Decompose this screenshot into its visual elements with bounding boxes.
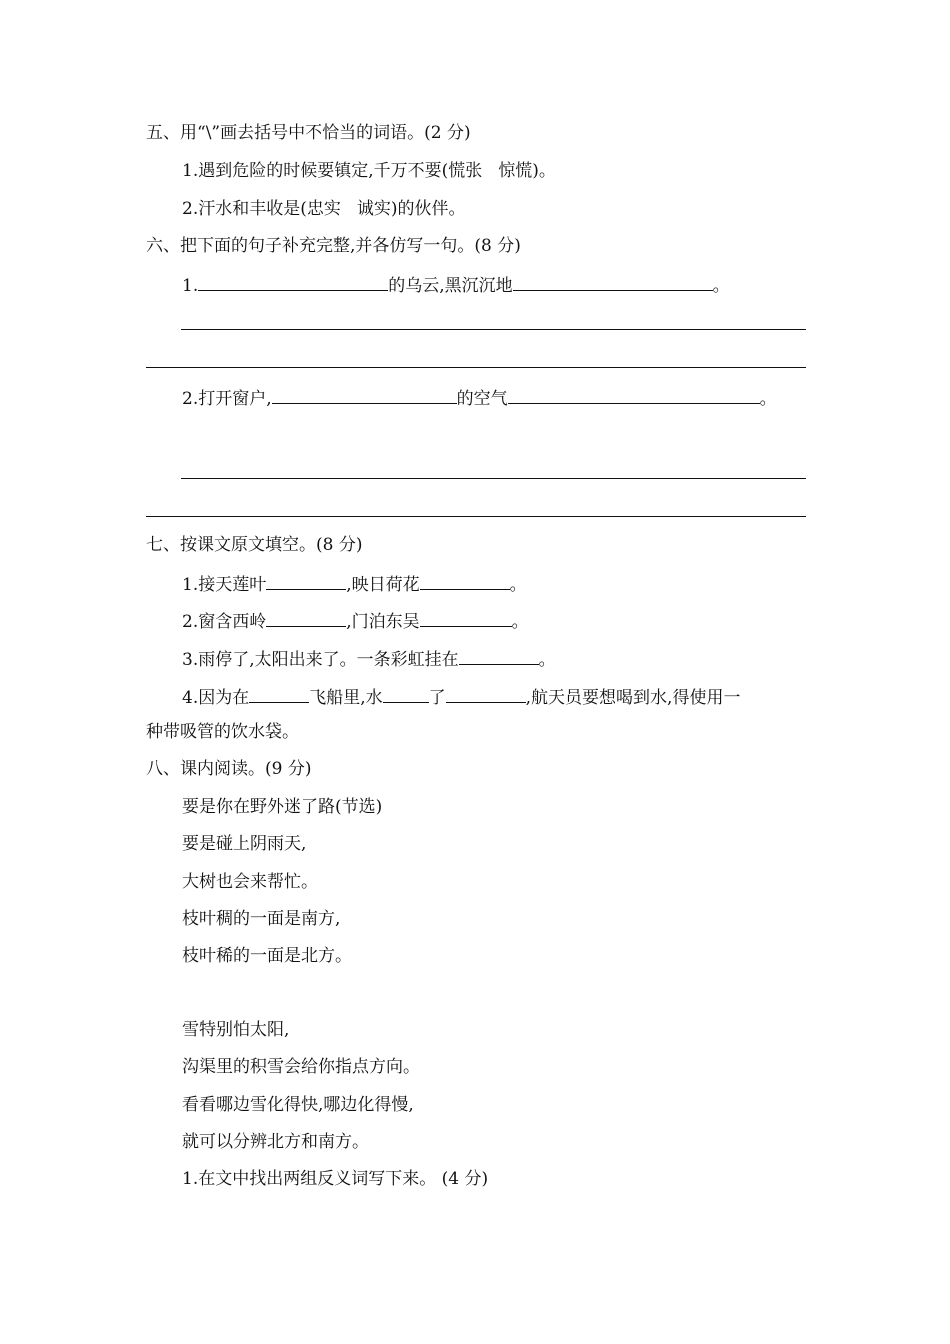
s8-question-1: 1.在文中找出两组反义词写下来。 (4 分)	[182, 1169, 489, 1189]
s5-q1-text-a: 1.遇到危险的时候要镇定,千万不要(慌张	[182, 161, 483, 181]
s6-question-2	[182, 385, 777, 411]
s7-q1-blank-1[interactable]	[266, 571, 346, 590]
s6-q1-end: 。	[712, 276, 730, 296]
poem-title: 要是你在野外迷了路(节选)	[182, 797, 383, 817]
s5-question-2	[182, 197, 466, 221]
s5-q1-text-b: 惊慌)。	[498, 161, 556, 181]
s7-question-3	[182, 646, 556, 672]
s7-q4-blank-1[interactable]	[249, 684, 309, 703]
section-5-title: 五、用“\”画去括号中不恰当的词语。(2 分)	[146, 123, 471, 143]
s6-q1-num: 1.	[182, 276, 199, 296]
s7-q4-d: ,航天员要想喝到水,得使用一	[525, 688, 741, 708]
s6-q2-blank-1[interactable]	[272, 385, 457, 404]
s7-question-4-continued: 种带吸管的饮水袋。	[146, 722, 299, 742]
s7-q4-b: 飞船里,水	[309, 688, 383, 708]
poem-line: 要是碰上阴雨天,	[182, 834, 307, 854]
s6-q2-blank-2[interactable]	[508, 385, 760, 404]
s6-q2-end: 。	[759, 389, 777, 409]
poem-line: 看看哪边雪化得快,哪边化得慢,	[182, 1095, 414, 1115]
s7-q4-a: 4.因为在	[182, 688, 250, 708]
s7-q1-b: ,映日荷花	[346, 575, 420, 595]
s7-q1-a: 1.接天莲叶	[182, 575, 267, 595]
s7-q2-a: 2.窗含西岭	[182, 612, 267, 632]
poem-line: 枝叶稀的一面是北方。	[182, 946, 352, 966]
s7-q2-b: ,门泊东吴	[346, 612, 420, 632]
s6-writing-line[interactable]	[181, 329, 806, 330]
s7-q1-c: 。	[509, 575, 527, 595]
s7-question-1	[182, 571, 527, 597]
s6-q1-mid: 的乌云,黑沉沉地	[388, 276, 513, 296]
s6-q2-mid: 的空气	[456, 389, 508, 409]
s6-q1-blank-1[interactable]	[198, 272, 388, 291]
s5-q2-text-a: 2.汗水和丰收是(忠实	[182, 199, 341, 219]
s6-writing-line[interactable]	[146, 367, 806, 368]
poem-line: 就可以分辨北方和南方。	[182, 1132, 369, 1152]
section-6-title: 六、把下面的句子补充完整,并各仿写一句。(8 分)	[146, 236, 521, 256]
s6-writing-line[interactable]	[146, 516, 806, 517]
poem-line: 沟渠里的积雪会给你指点方向。	[182, 1057, 420, 1077]
s7-q2-blank-2[interactable]	[420, 608, 512, 627]
s7-q3-a: 3.雨停了,太阳出来了。一条彩虹挂在	[182, 650, 459, 670]
poem-line: 枝叶稠的一面是南方,	[182, 909, 341, 929]
s7-q2-blank-1[interactable]	[266, 608, 346, 627]
s7-q3-b: 。	[538, 650, 556, 670]
section-7-title: 七、按课文原文填空。(8 分)	[146, 535, 363, 555]
s6-q1-blank-2[interactable]	[513, 272, 713, 291]
s7-q4-blank-2[interactable]	[383, 684, 429, 703]
s7-q4-c: 了	[428, 688, 446, 708]
s6-question-1	[182, 272, 730, 298]
s5-q2-text-b: 诚实)的伙伴。	[356, 199, 466, 219]
s7-question-2	[182, 608, 529, 634]
s5-question-1	[182, 159, 556, 183]
poem-line: 大树也会来帮忙。	[182, 872, 318, 892]
s7-q4-blank-3[interactable]	[446, 684, 526, 703]
s7-q3-blank[interactable]	[459, 646, 539, 665]
s7-question-4	[182, 684, 740, 710]
s6-writing-line[interactable]	[181, 478, 806, 479]
s6-q2-start: 2.打开窗户,	[182, 389, 272, 409]
section-8-title: 八、课内阅读。(9 分)	[146, 759, 312, 779]
s7-q2-c: 。	[511, 612, 529, 632]
s7-q1-blank-2[interactable]	[420, 571, 510, 590]
poem-line: 雪特别怕太阳,	[182, 1020, 290, 1040]
